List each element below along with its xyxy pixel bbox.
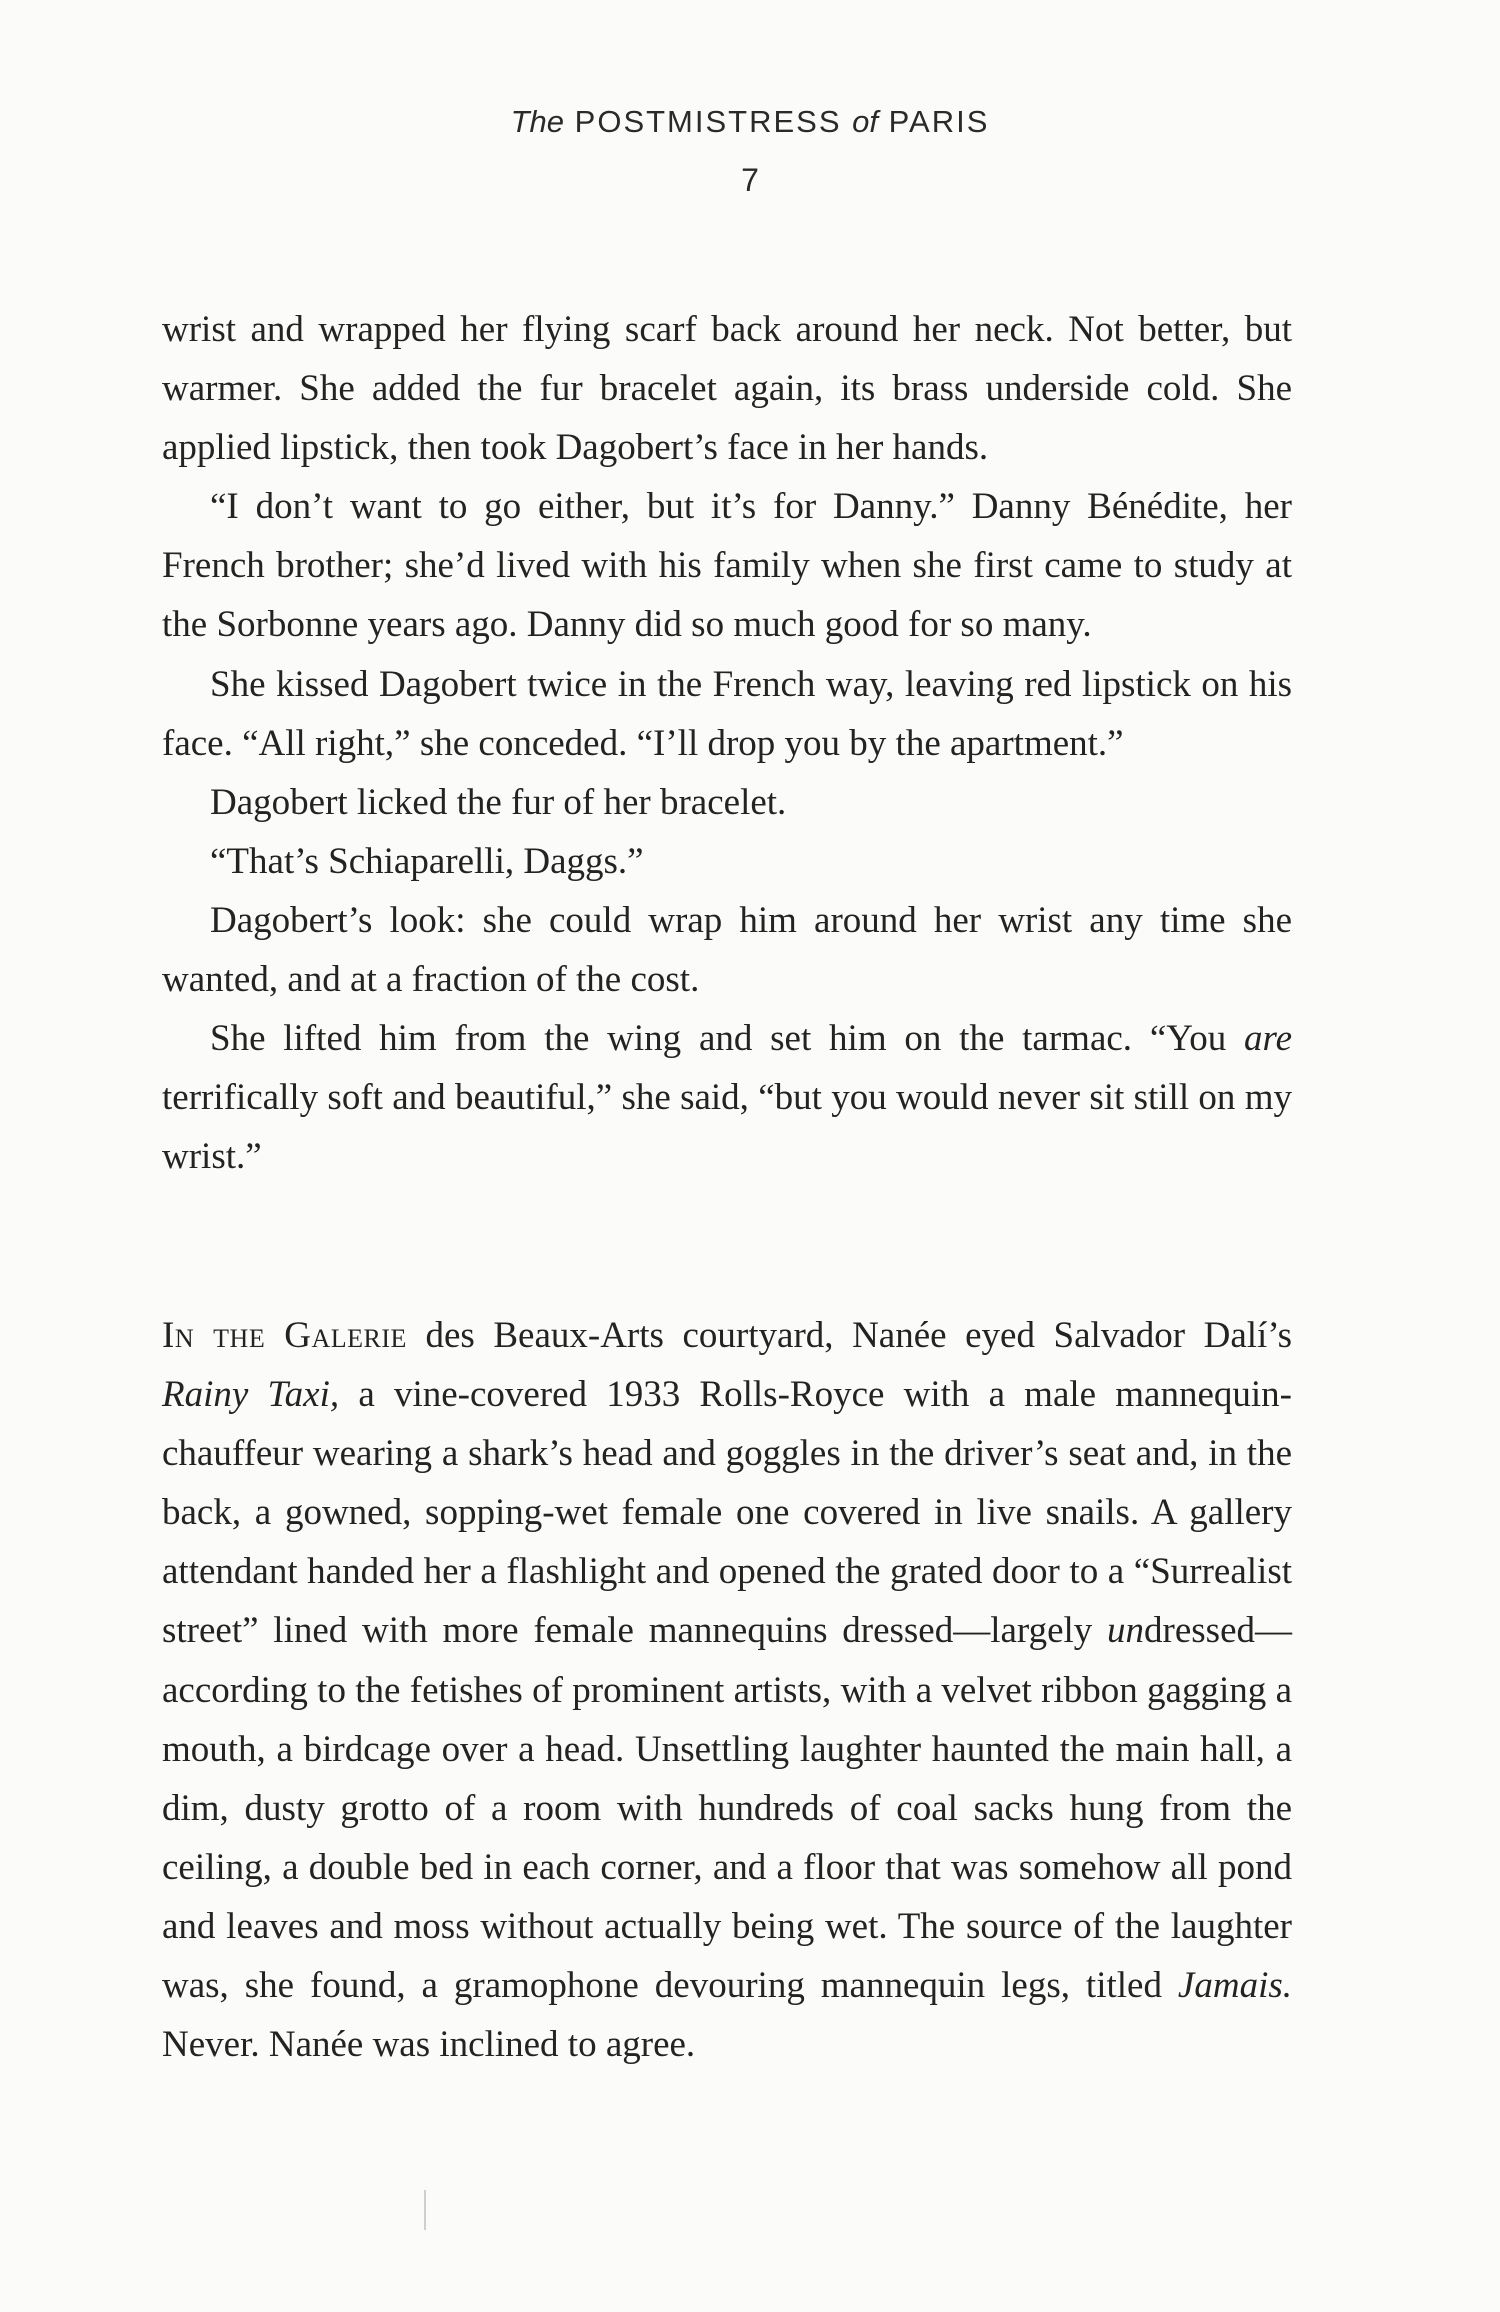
text-section-1 xyxy=(162,300,1292,1186)
section-lead-in: In the Galerie xyxy=(162,1315,407,1356)
paragraph: Dagobert’s look: she could wrap him around her wrist any time she wanted, and at a fraction of the cost. xyxy=(162,899,1292,1001)
page-number: 7 xyxy=(741,162,759,198)
artwork-title: Rainy Taxi, xyxy=(162,1374,340,1416)
paragraph xyxy=(162,1009,1292,1186)
paragraph xyxy=(162,1306,1292,2074)
paragraph: “I don’t want to go either, but it’s for Danny.” Danny Bénédite, her French brother; she’d lived with his family when she first came to study at the Sorbonne years ago. Danny did so much good for so many. xyxy=(162,486,1292,646)
text-run: Never. Nanée was inclined to agree. xyxy=(162,2024,696,2066)
artwork-title: Jamais. xyxy=(1177,1965,1292,2007)
text-run: a vine-covered 1933 Rolls-Royce with a male mannequin-chauffeur wearing a shark’s head and goggles in the driver’s seat and, in the back, a gowned, sopping-wet female one covered in live snails. A gallery attendant handed her a flashlight and opened the grated door to a “Surrealist street” lined with more female mannequins dressed—largely xyxy=(162,1374,1293,1652)
emphasis: un xyxy=(1107,1610,1145,1652)
header-title-of: of xyxy=(852,104,879,139)
text-run: terrifically soft and beautiful,” she said, “but you would never sit still on my wrist.” xyxy=(162,1077,1292,1178)
text-run: dressed—according to the fetishes of prominent artists, with a velvet ribbon gagging a mouth, a birdcage over a head. Unsettling laughter haunted the main hall, a dim, dusty grotto of a room with hundreds of coal sacks hung from the ceiling, a double bed in each corner, and a floor that was somehow all pond and leaves and moss without actually being wet. The source of the laughter was, she found, a gramophone devouring mannequin legs, titled xyxy=(162,1610,1292,2007)
paragraph: Dagobert licked the fur of her bracelet. xyxy=(210,781,787,823)
text-run: She lifted him from the wing and set him on the tarmac. “You xyxy=(210,1018,1245,1060)
paragraph: She kissed Dagobert twice in the French way, leaving red lipstick on his face. “All right,” she conceded. “I’ll drop you by the apartment.” xyxy=(162,663,1292,764)
header-title-prefix: The xyxy=(510,104,565,139)
text-section-2 xyxy=(162,1306,1292,2074)
header-title-city: PARIS xyxy=(888,104,990,139)
paragraph: “That’s Schiaparelli, Daggs.” xyxy=(210,840,644,882)
scan-artifact xyxy=(424,2190,426,2230)
text-run: des Beaux-Arts courtyard, Nanée eyed Salvador Dalí’s xyxy=(406,1315,1293,1356)
emphasis: are xyxy=(1244,1018,1292,1060)
running-header xyxy=(0,104,1500,140)
header-title-main: POSTMISTRESS xyxy=(574,104,842,139)
paragraph: wrist and wrapped her flying scarf back around her neck. Not better, but warmer. She added the fur bracelet again, its brass underside cold. She applied lipstick, then took Dagobert’s face in her hands. xyxy=(162,309,1292,469)
